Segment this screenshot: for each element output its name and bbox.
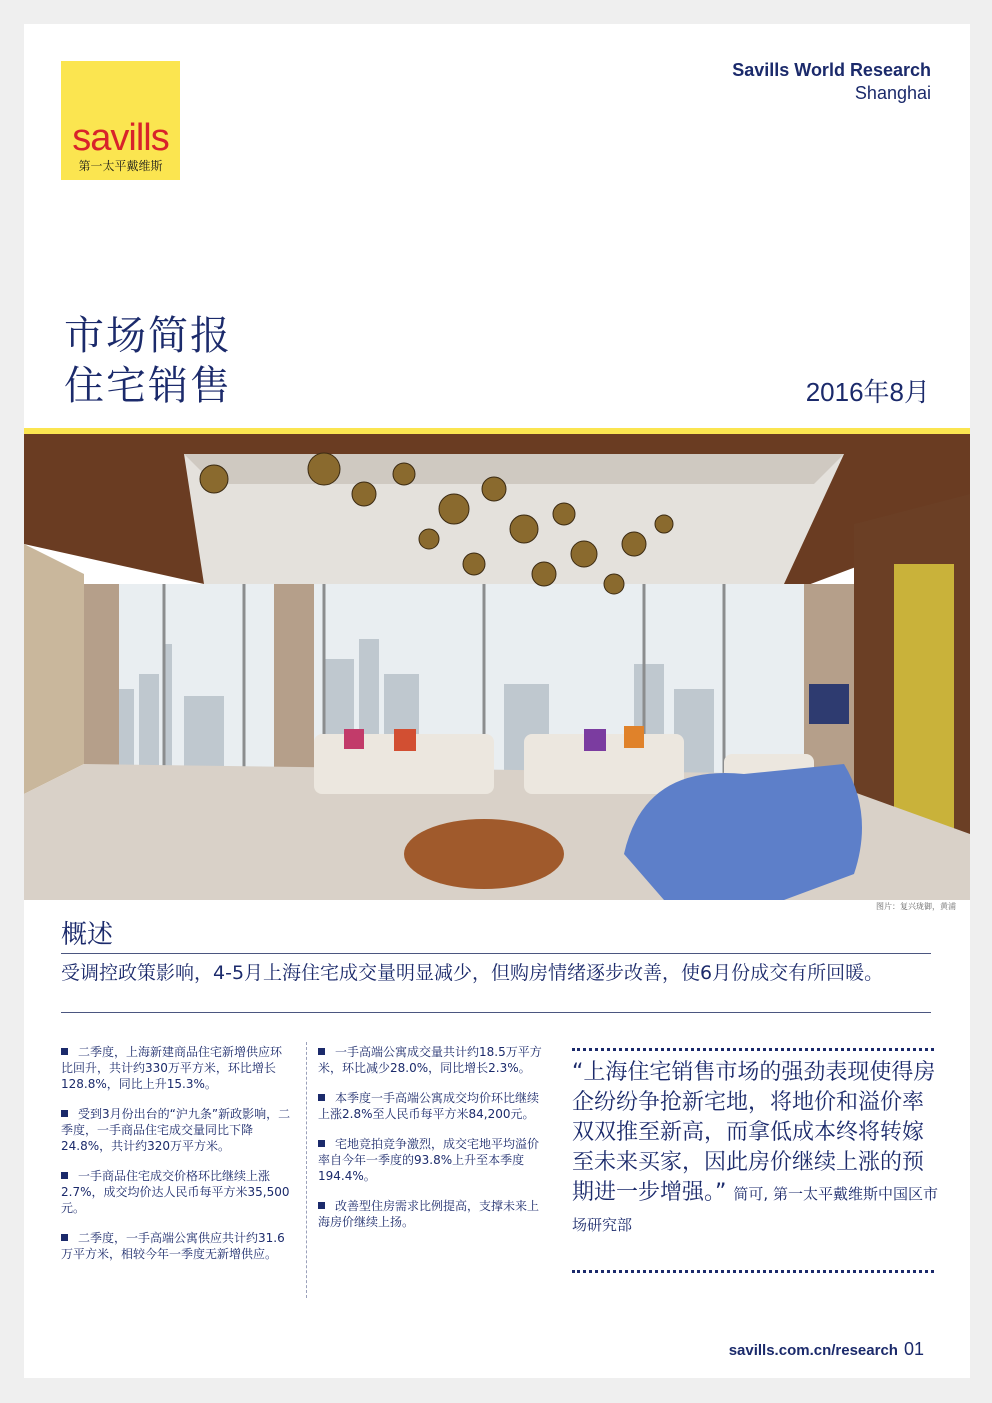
quote-text: “上海住宅销售市场的强劲表现使得房企纷纷争抢新宅地，将地价和溢价率双双推至新高，而拿低成本终将转嫁至未来买家，因此房价继续上涨的预期进一步增强。” — [572, 1060, 936, 1205]
list-item: 宅地竞拍竞争激烈，成交宅地平均溢价率自今年一季度的93.8%上升至本季度194.4%。 — [318, 1137, 540, 1183]
logo-subtitle: 第一太平戴维斯 — [78, 159, 163, 173]
report-date: 2016年8月 — [805, 377, 930, 407]
list-item: 本季度一手高端公寓成交均价环比继续上涨2.8%至人民币每平方米84,200元。 — [318, 1091, 540, 1121]
bullet-square-icon — [318, 1140, 325, 1147]
quote-rule-top — [572, 1048, 934, 1051]
city-name: Shanghai — [854, 83, 931, 103]
bullet-square-icon — [61, 1234, 68, 1241]
list-item: 二季度，上海新建商品住宅新增供应环比回升，共计约330万平方米，环比增长128.8%，同比上升15.3%。 — [61, 1045, 283, 1091]
report-title-line2: 住宅销售 — [64, 363, 232, 409]
bullet-square-icon — [318, 1048, 325, 1055]
photo-caption: 图片：复兴珑御，黄浦 — [876, 902, 956, 911]
overview-rule-bottom — [61, 1012, 931, 1013]
quote-rule-bottom — [572, 1270, 934, 1273]
list-item: 受到3月份出台的“沪九条”新政影响，二季度，一手商品住宅成交量同比下降24.8%，共计约320万平方米。 — [61, 1107, 291, 1153]
list-item: 一手商品住宅成交价格环比继续上涨2.7%，成交均价达人民币每平方米35,500元。 — [61, 1169, 290, 1215]
bullet-square-icon — [318, 1202, 325, 1209]
overview-lead: 受调控政策影响，4-5月上海住宅成交量明显减少，但购房情绪逐步改善，使6月份成交有所回暖。 — [61, 962, 884, 984]
savills-logo — [61, 61, 180, 180]
list-item: 二季度，一手高端公寓供应共计约31.6万平方米，相较今年一季度无新增供应。 — [61, 1231, 285, 1261]
logo-wordmark: savills — [72, 117, 169, 159]
bullet-column-2 — [318, 1044, 550, 1244]
bullet-square-icon — [61, 1048, 68, 1055]
cover-photo — [24, 434, 970, 900]
pull-quote — [572, 1058, 942, 1240]
research-url[interactable]: savills.com.cn/research — [728, 1342, 898, 1359]
living-room-illustration — [24, 434, 970, 900]
brand-name: Savills World Research — [732, 60, 931, 80]
overview-heading: 概述 — [61, 920, 114, 950]
quote-attribution: 简可, 第一太平戴维斯中国区市场研究部 — [572, 1185, 938, 1234]
report-page — [24, 24, 970, 1378]
bullet-square-icon — [61, 1110, 68, 1117]
page-number: 01 — [903, 1339, 924, 1359]
list-item: 一手高端公寓成交量共计约18.5万平方米，环比减少28.0%，同比增长2.3%。 — [318, 1045, 542, 1075]
report-title-line1: 市场简报 — [64, 313, 232, 359]
list-item: 改善型住房需求比例提高，支撑未来上海房价继续上扬。 — [318, 1199, 540, 1229]
bullet-square-icon — [318, 1094, 325, 1101]
page-footer — [729, 1339, 924, 1360]
bullet-square-icon — [61, 1172, 68, 1179]
overview-rule-top — [61, 953, 931, 954]
column-divider — [306, 1042, 307, 1298]
bullet-column-1 — [61, 1044, 293, 1276]
